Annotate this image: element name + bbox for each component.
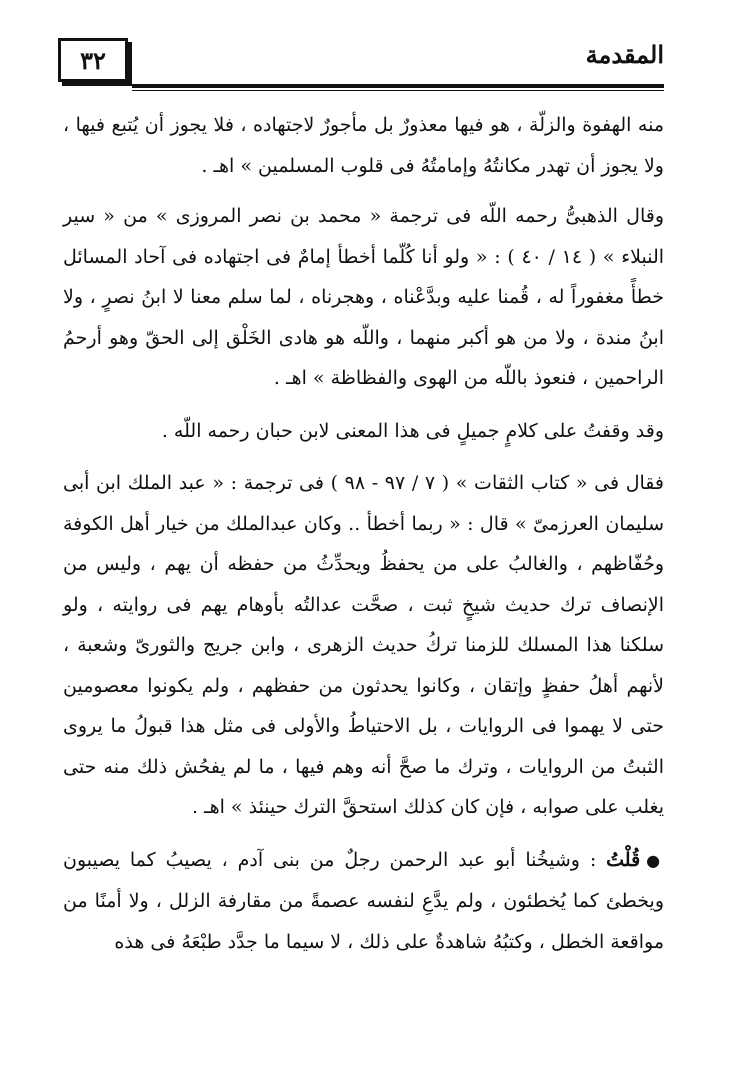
paragraph-ibn-hibban-intro: وقد وقفتُ على كلامٍ جميلٍ فى هذا المعنى لابن حبان رحمه اللّه . — [161, 419, 664, 442]
page-header — [58, 38, 664, 88]
qult-text: : وشيخُنا أبو عبد الرحمن رجلٌ من بنى آدم ، يصيبُ كما يصيبون ويخطئ كما يُخطئون ، ولم يدَّعِ لنفسه عصمةً من مقارفة الزلل ، ولا أمنًا من مواقعة الخطل ، وكتبُهُ شاهدةٌ على ذلك ، لا سيما ما جدَّد طبْعَهُ فى هذه — [63, 848, 664, 953]
header-rule-thin — [132, 90, 664, 91]
paragraph-qult — [63, 840, 664, 963]
header-rule-thick — [132, 84, 664, 88]
paragraph-1: منه الهفوة والزلّة ، هو فيها معذورٌ بل مأجورٌ لاجتهاده ، فلا يجوز أن يُتبع فيها ، ولا يجوز أن تهدر مكانتُهُ وإمامتُهُ فى قلوب المسلمين » اهـ . — [63, 114, 664, 177]
paragraph-dhahabi: وقال الذهبىُّ رحمه اللّه فى ترجمة « محمد بن نصر المروزى » من « سير النبلاء » ( ١٤ / ٤٠ ) : « ولو أنا كُلّما أخطأ إمامٌ فى اجتهاده فى آحاد المسائل خطأً مغفوراً له ، قُمنا عليه وبدَّعْناه ، وهجرناه ، لما سلم معنا لا ابنُ نصرٍ ، ولا ابنُ مندة ، ولا من هو أكبر منهما ، واللّه هو هادى الخَلْق إلى الحقّ وهو أرحمُ الراحمين ، فنعوذ باللّه من الهوى والفظاظة » اهـ . — [63, 205, 665, 389]
paragraph-kitab-althiqat: فقال فى « كتاب الثقات » ( ٧ / ٩٧ - ٩٨ ) فى ترجمة : « عبد الملك ابن أبى سليمان العرزمىّ » قال : « ربما أخطأ .. وكان عبدالملك من خيار أهل الكوفة وحُفّاظهم ، والغالبُ على من يحفظُ ويحدِّثُ من حفظه أن يهم ، وليس من الإنصاف ترك حديث شيخٍ ثبت ، صحَّت عدالتُه بأوهام يهم فى روايته ، ولو سلكنا هذا المسلك للزمنا تركُ حديث الزهرى ، وابن جريج والثورىّ وشعبة ، لأنهم أهلُ حفظٍ وإتقان ، وكانوا يحدثون من حفظهم ، ولم يكونوا معصومين حتى لا يهموا فى الروايات ، بل الاحتياطُ والأولى فى مثل هذا قبولُ ما يروى الثبتُ من الروايات ، وترك ما صحَّ أنه وهم فيها ، ما لم يفحُش ذلك منه حتى يغلب على صوابه ، فإن كان كذلك استحقَّ الترك حينئذ » اهـ . — [63, 472, 664, 818]
page-body — [63, 105, 664, 974]
qult-label: قُلْتُ — [606, 848, 641, 871]
bullet-icon: ● — [646, 850, 664, 870]
section-title: المقدمة — [585, 40, 664, 69]
page-number: ٣٢ — [80, 45, 106, 75]
page-number-box — [58, 38, 128, 82]
